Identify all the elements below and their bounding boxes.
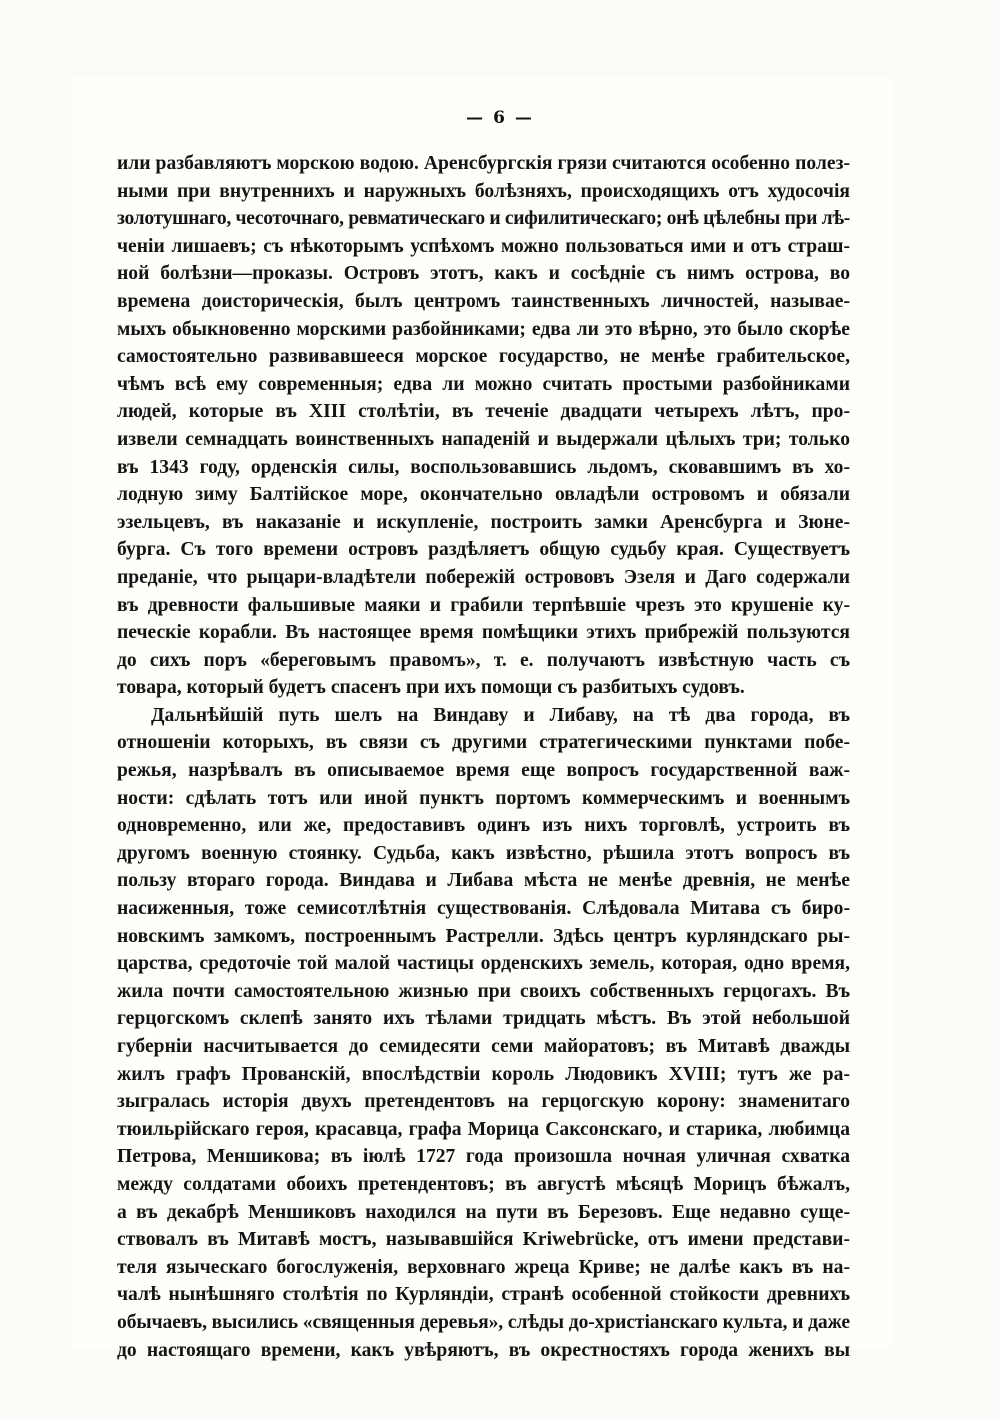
paragraph-2	[117, 702, 850, 1364]
text-line: Дальнѣйшій путь шелъ на Виндаву и Либаву, на тѣ два города, въ	[151, 704, 850, 726]
text-line: одновременно, или же, предоставивъ одинъ изъ нихъ торговлѣ, устроить въ	[117, 815, 850, 837]
text-line: лодную зиму Балтійское море, окончательно овладѣли островомъ и обязали	[117, 484, 850, 506]
text-line: мыхъ обыкновенно морскими разбойниками; едва ли это вѣрно, это было скорѣе	[117, 318, 850, 340]
text-line: губерніи насчитывается до семидесяти семи майоратовъ; въ Митавѣ дважды	[117, 1036, 850, 1057]
text-line: пользу втораго города. Виндава и Либава мѣста не менѣе древнія, не менѣе	[117, 870, 850, 892]
text-line: другомъ военную стоянку. Судьба, какъ извѣстно, рѣшила этотъ вопросъ въ	[117, 842, 850, 864]
text-line: времена доисторическія, былъ центромъ таинственныхъ личностей, называе-	[117, 290, 850, 312]
text-line: новскимъ замкомъ, построеннымъ Растрелли. Здѣсь центръ курляндскаго ры-	[117, 925, 850, 947]
page-number: — 6 —	[466, 108, 534, 128]
text-line: жила почти самостоятельною жизнью при своихъ собственныхъ герцогахъ. Въ	[117, 980, 850, 1002]
text-line: до сихъ поръ «береговымъ правомъ», т. е. получаютъ извѣстную часть съ	[117, 649, 850, 671]
text-line: отношеніи которыхъ, въ связи съ другими стратегическими пунктами побе-	[117, 732, 850, 754]
text-line: режья, назрѣвалъ въ описываемое время еще вопросъ государственной важ-	[117, 760, 850, 782]
text-line: эзельцевъ, въ наказаніе и искупленіе, построить замки Аренсбурга и Зюне-	[117, 511, 850, 533]
text-line: тюильрійскаго героя, красавца, графа Морица Саксонскаго, и старика, любимца	[117, 1118, 850, 1140]
text-line: чалѣ нынѣшняго столѣтія по Курляндіи, странѣ особенной стойкости древнихъ	[117, 1284, 850, 1306]
text-line: людей, которые въ XIII столѣтіи, въ теченіе двадцати четырехъ лѣтъ, про-	[117, 401, 850, 423]
text-line: ченіи лишаевъ; съ нѣкоторымъ успѣхомъ можно пользоваться ими и отъ страш-	[117, 235, 850, 257]
text-line: жилъ графъ Прованскій, впослѣдствіи король Людовикъ XVIII; тутъ же ра-	[117, 1063, 850, 1085]
text-line: насиженныя, тоже семисотлѣтнія существованія. Слѣдовала Митава съ биро-	[117, 898, 850, 920]
text-line: ными при внутреннихъ и наружныхъ болѣзняхъ, происходящихъ отъ худосочія	[117, 180, 850, 202]
text-line: преданіе, что рыцари-владѣтели побережій острововъ Эзеля и Даго содержали	[117, 566, 850, 588]
text-line: между солдатами обоихъ претендентовъ; въ августѣ мѣсяцѣ Морицъ бѣжалъ,	[117, 1173, 850, 1195]
text-line: царства, средоточіе той малой частицы орденскихъ земель, которая, одно время,	[117, 953, 850, 975]
text-line: въ древности фальшивые маяки и грабили терпѣвшіе чрезъ это крушеніе ку-	[117, 594, 850, 616]
text-line: обычаевъ, высились «священныя деревья», слѣды до-христіанскаго культа, и даже	[117, 1311, 850, 1333]
text-line: ствовалъ въ Митавѣ мостъ, называвшійся Kriwebrücke, отъ имени представи-	[117, 1229, 850, 1251]
text-line: извели семнадцать воинственныхъ нападеній и выдержали цѣлыхъ три; только	[117, 428, 850, 450]
text-line: Петрова, Меншикова; въ іюлѣ 1727 года произошла ночная уличная схватка	[117, 1146, 850, 1168]
text-line: ной болѣзни—проказы. Островъ этотъ, какъ и сосѣдніе съ нимъ острова, во	[117, 263, 850, 285]
text-line: до настоящаго времени, какъ увѣряютъ, въ окрестностяхъ города женихъ вы	[117, 1339, 850, 1361]
text-line: герцогскомъ склепѣ занято ихъ тѣлами тридцать мѣстъ. Въ этой небольшой	[117, 1008, 850, 1030]
text-line: а въ декабрѣ Меншиковъ находился на пути въ Березовъ. Еще недавно суще-	[117, 1201, 850, 1223]
text-line: въ 1343 году, орденскія силы, воспользовавшись льдомъ, сковавшимъ въ хо-	[117, 456, 850, 478]
text-line: бурга. Съ того времени островъ раздѣляетъ общую судьбу края. Существуетъ	[117, 539, 850, 561]
text-line: ности: сдѣлать тотъ или иной пунктъ портомъ коммерческимъ и военнымъ	[117, 787, 850, 809]
text-line: теля языческаго богослуженія, верховнаго жреца Криве; не далѣе какъ въ на-	[117, 1256, 850, 1278]
paragraph-1	[117, 150, 850, 702]
body-text	[117, 150, 850, 1364]
text-line: самостоятельно развивавшееся морское государство, не менѣе грабительское,	[117, 346, 850, 368]
text-line: чѣмъ всѣ ему современныя; едва ли можно считать простыми разбойниками	[117, 373, 850, 395]
text-line: или разбавляютъ морскою водою. Аренсбургскія грязи считаются особенно полез-	[117, 153, 850, 174]
text-line: зыгралась исторія двухъ претендентовъ на герцогскую корону: знаменитаго	[117, 1091, 850, 1113]
text-line: товара, который будетъ спасенъ при ихъ помощи съ разбитыхъ судовъ.	[117, 677, 745, 699]
text-line: печескіе корабли. Въ настоящее время помѣщики этихъ прибрежій пользуются	[117, 622, 850, 644]
text-line: золотушнаго, чесоточнаго, ревматическаго и сифилитическаго; онѣ цѣлебны при лѣ-	[117, 208, 850, 230]
